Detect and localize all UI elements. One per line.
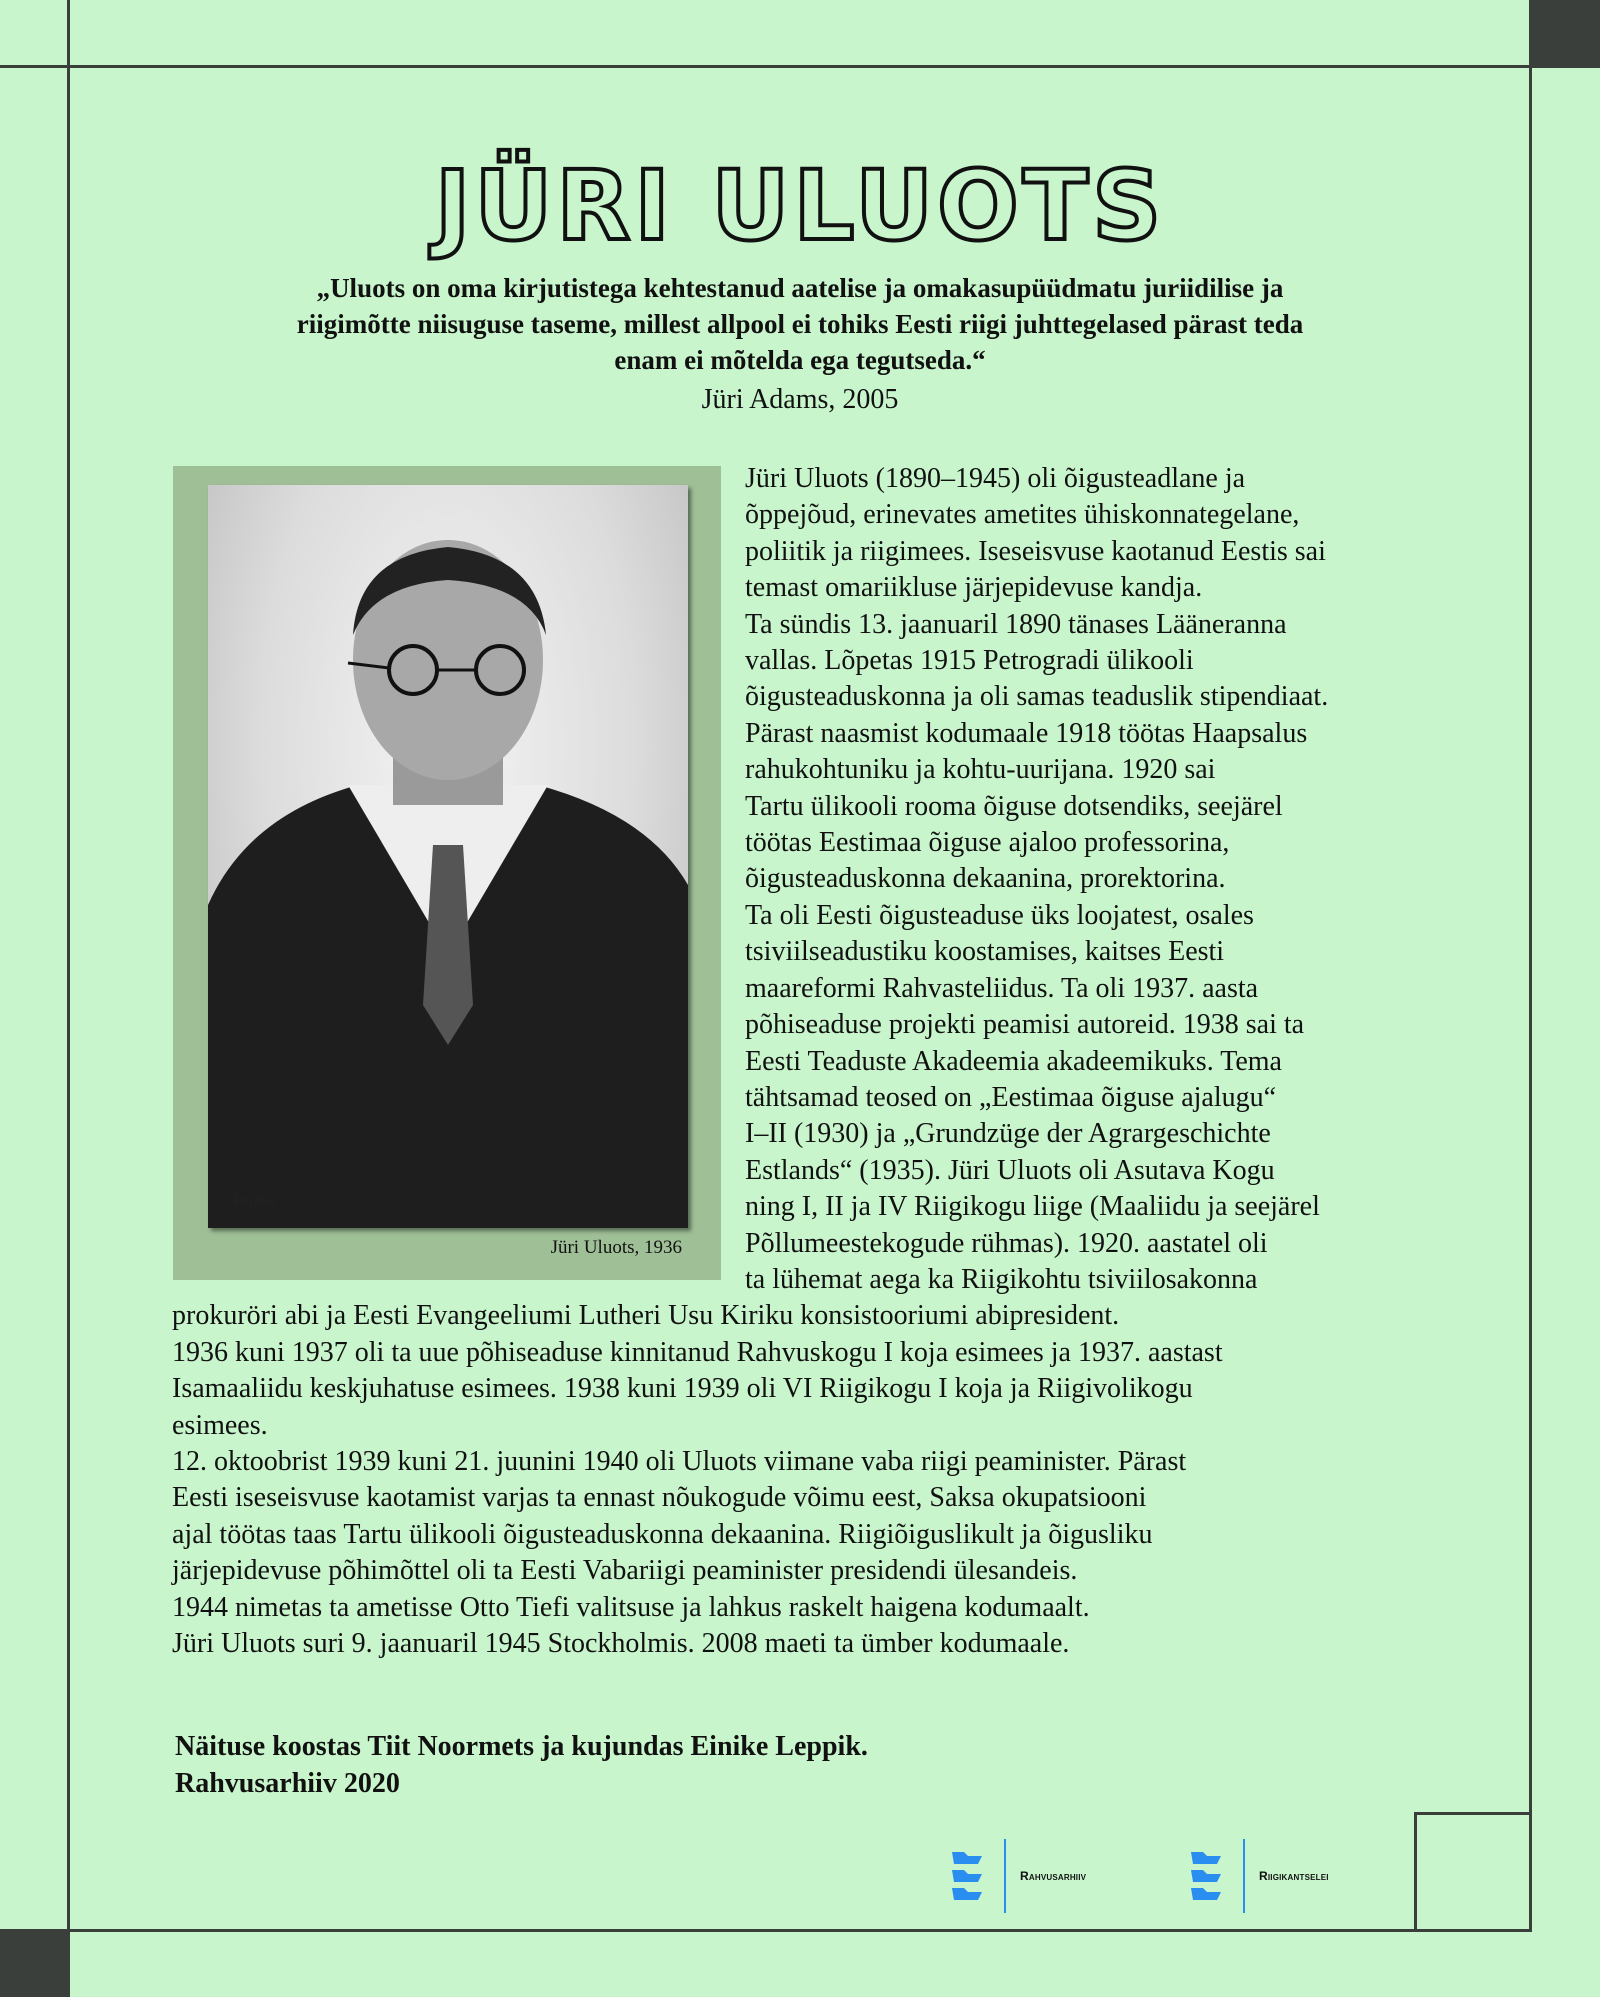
biography-line: ning I, II ja IV Riigikogu liige (Maaliidu ja seejärel [745,1191,1320,1223]
biography-line: 1944 nimetas ta ametisse Otto Tiefi valitsuse ja lahkus raskelt haigena kodumaalt. [172,1591,1090,1623]
credits-authors: Näituse koostas Tiit Noormets ja kujundas Einike Leppik. [175,1731,868,1762]
biography-line: I–II (1930) ja „Grundzüge der Agrargeschichte [745,1118,1271,1150]
quote [150,270,1450,378]
biography-line: õigusteaduskonna dekaanina, prorektorina. [745,863,1226,895]
biography-line: Estlands“ (1935). Jüri Uluots oli Asutava Kogu [745,1154,1275,1186]
biography-line: tsiviilseadustiku koostamises, kaitses Eesti [745,936,1225,968]
logo-name: Riigikantselei [1259,1869,1329,1883]
logo-divider [1243,1839,1245,1913]
biography-line: Pärast naasmist kodumaale 1918 töötas Haapsalus [745,717,1308,749]
quote-line: „Uluots on oma kirjutistega kehtestanud aatelise ja omakasupüüdmatu juriidilise ja [316,273,1284,303]
corner-box-left [1414,1812,1417,1932]
biography-line: õppejõud, erinevates ametites ühiskonnategelane, [745,499,1300,531]
biography-line: tähtsamad teosed on „Eestimaa õiguse ajalugu“ [745,1081,1277,1113]
biography-line: Jüri Uluots (1890–1945) oli õigusteadlane ja [745,463,1246,494]
biography-text [172,461,1328,1662]
biography-line: Eesti iseseisvuse kaotamist varjas ta ennast nõukogude võimu eest, Saksa okupatsiooni [172,1482,1147,1514]
frame-bottom-line [0,1929,1532,1932]
biography-line: prokuröri abi ja Eesti Evangeeliumi Lutheri Usu Kiriku konsistooriumi abipresident. [172,1300,1120,1332]
quote-line: enam ei mõtelda ega tegutseda.“ [614,345,986,375]
quote-attribution: Jüri Adams, 2005 [701,384,899,415]
biography-line: vallas. Lõpetas 1915 Petrogradi ülikooli [745,645,1194,677]
photographer-signature: Parikas [233,1194,277,1209]
biography-line: Jüri Uluots suri 9. jaanuaril 1945 Stockholmis. 2008 maeti ta ümber kodumaale. [172,1628,1070,1659]
biography-line: ta lühemat aega ka Riigikohtu tsiviilosakonna [745,1263,1258,1295]
biography-line: põhiseaduse projekti peamisi autoreid. 1938 sai ta [745,1009,1305,1041]
logo-name: Rahvusarhiiv [1020,1869,1087,1883]
logo-divider [1004,1839,1006,1913]
biography-line: Põllumeestekogude rühmas). 1920. aastatel oli [745,1227,1268,1259]
corner-box-top [1415,1812,1532,1815]
page-title: JÜRI ULUOTS [434,150,1166,262]
biography-line: 12. oktoobrist 1939 kuni 21. juunini 1940 oli Uluots viimane vaba riigi peaminister. Pärast [172,1445,1187,1477]
biography-line: temast omariikluse järjepidevuse kandja. [745,572,1203,604]
quote-line: riigimõtte niisuguse taseme, millest allpool ei tohiks Eesti riigi juhttegelased pärast teda [296,309,1304,339]
biography-line: maareformi Rahvasteliidus. Ta oli 1937. aasta [745,972,1259,1004]
biography-line: järjepidevuse põhimõttel oli ta Eesti Vabariigi peaminister presidendi ülesandeis. [172,1555,1078,1587]
biography-line: Isamaaliidu keskjuhatuse esimees. 1938 kuni 1939 oli VI Riigikogu I koja ja Riigivolikogu [172,1373,1193,1405]
biography-line: Ta oli Eesti õigusteaduse üks loojatest, osales [745,899,1254,931]
portrait-caption: Jüri Uluots, 1936 [550,1237,682,1258]
frame-right-line [1529,0,1532,1932]
three-lions-coat-of-arms-icon [1189,1848,1225,1904]
frame-left-line [67,0,70,1997]
frame-top-line [0,65,1600,68]
biography-line: esimees. [172,1409,268,1441]
credits [175,1728,868,1802]
credits-archive: Rahvusarhiiv 2020 [175,1768,400,1799]
biography-line: õigusteaduskonna ja oli samas teaduslik stipendiaat. [745,681,1329,713]
biography-line: poliitik ja riigimees. Iseseisvuse kaotanud Eestis sai [745,535,1326,567]
corner-block-top-right [1530,0,1600,67]
biography-line: Tartu ülikooli rooma õiguse dotsendiks, seejärel [745,790,1283,822]
logo-rahvusarhiiv [950,1838,1086,1914]
biography-line: ajal töötas taas Tartu ülikooli õigusteaduskonna dekaanina. Riigiõiguslikult ja õigusliku [172,1518,1153,1550]
logo-riigikantselei [1189,1838,1329,1914]
corner-block-bottom-left [0,1930,69,1997]
biography-line: töötas Eestimaa õiguse ajaloo professorina, [745,827,1230,859]
biography-line: 1936 kuni 1937 oli ta uue põhiseaduse kinnitanud Rahvuskogu I koja esimees ja 1937. aastast [172,1336,1223,1368]
biography-line: rahukohtuniku ja kohtu-uurijana. 1920 sai [745,754,1216,786]
three-lions-coat-of-arms-icon [950,1848,986,1904]
biography-line: Ta sündis 13. jaanuaril 1890 tänases Lääneranna [745,608,1287,640]
biography-line: Eesti Teaduste Akadeemia akadeemikuks. Tema [745,1045,1282,1077]
